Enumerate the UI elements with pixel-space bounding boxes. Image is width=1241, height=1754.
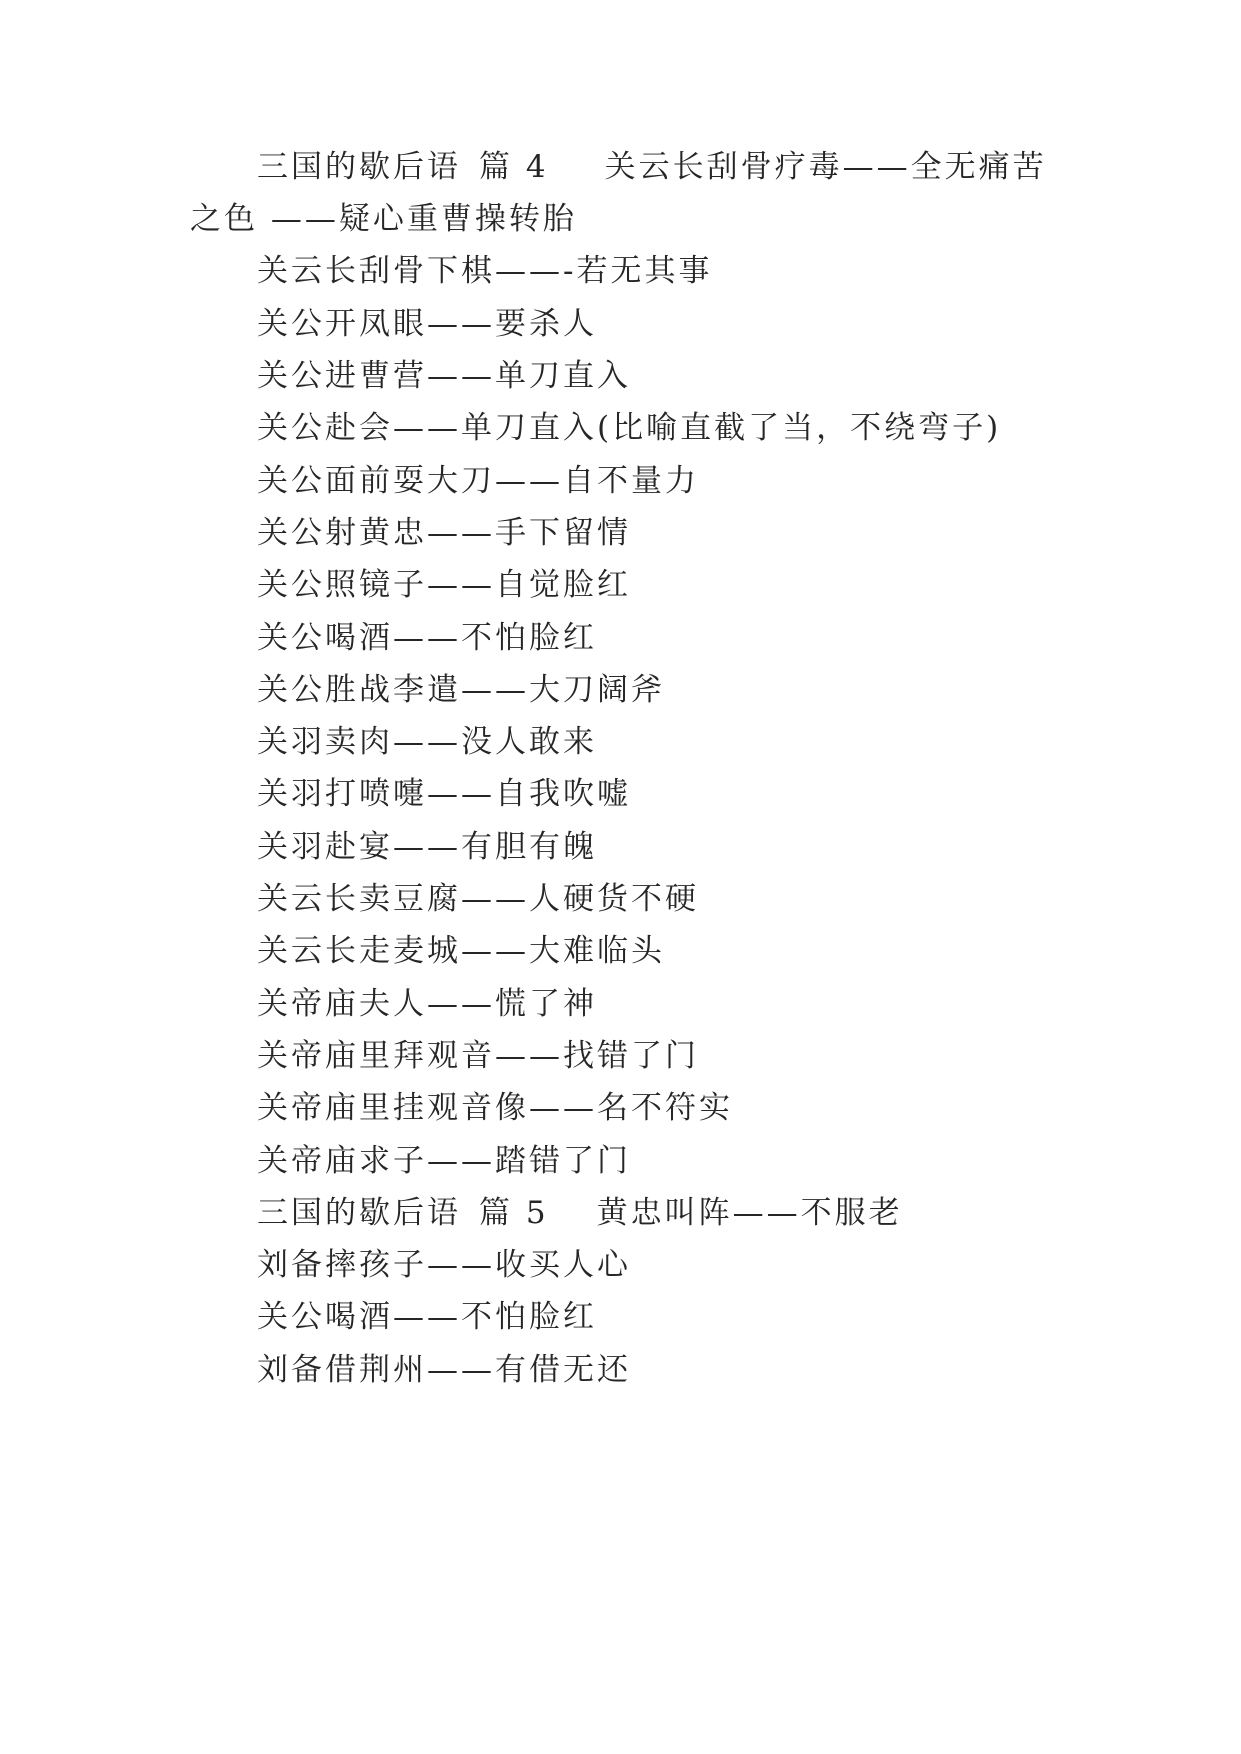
list-item: 关帝庙里挂观音像——名不符实 [257,1090,733,1126]
list-item: 关帝庙夫人——慌了神 [257,986,597,1022]
section-4-heading-line [257,147,1047,187]
section-4-first-entry: 关云长刮骨疗毒——全无痛苦 [604,149,1047,185]
list-item: 刘备借荆州——有借无还 [257,1352,631,1388]
list-item: 关帝庙里拜观音——找错了门 [257,1038,699,1074]
list-item: 刘备摔孩子——收买人心 [257,1247,631,1283]
list-item: 关公射黄忠——手下留情 [257,515,631,551]
list-item: 关公赴会——单刀直入(比喻直截了当，不绕弯子) [257,410,1002,446]
section-5-part-label: 篇 5 [479,1195,549,1231]
list-item: 关帝庙求子——踏错了门 [257,1143,631,1179]
list-item: 关云长走麦城——大难临头 [257,933,665,969]
section-4-heading: 三国的歇后语 [257,149,461,185]
list-item: 关云长卖豆腐——人硬货不硬 [257,881,699,917]
list-item: 关公面前耍大刀——自不量力 [257,463,699,499]
list-item: 关公开凤眼——要杀人 [257,306,597,342]
section-5-first-entry: 黄忠叫阵——不服老 [596,1195,903,1231]
section-5-heading: 三国的歇后语 [257,1195,461,1231]
section-4-continuation: 之色 ——疑心重曹操转胎 [190,201,577,237]
list-item: 关羽赴宴——有胆有魄 [257,829,597,865]
list-item: 关公进曹营——单刀直入 [257,358,631,394]
list-item: 关公喝酒——不怕脸红 [257,1299,597,1335]
list-item: 关云长刮骨下棋——-若无其事 [257,253,713,289]
section-4-continuation-line [190,199,577,239]
section-5-heading-line [257,1193,903,1233]
list-item: 关羽打喷嚏——自我吹嘘 [257,776,631,812]
section-4-part-label: 篇 4 [479,149,549,185]
list-item: 关羽卖肉——没人敢来 [257,724,597,760]
list-item: 关公照镜子——自觉脸红 [257,567,631,603]
list-item: 关公胜战李遣——大刀阔斧 [257,672,665,708]
list-item: 关公喝酒——不怕脸红 [257,620,597,656]
